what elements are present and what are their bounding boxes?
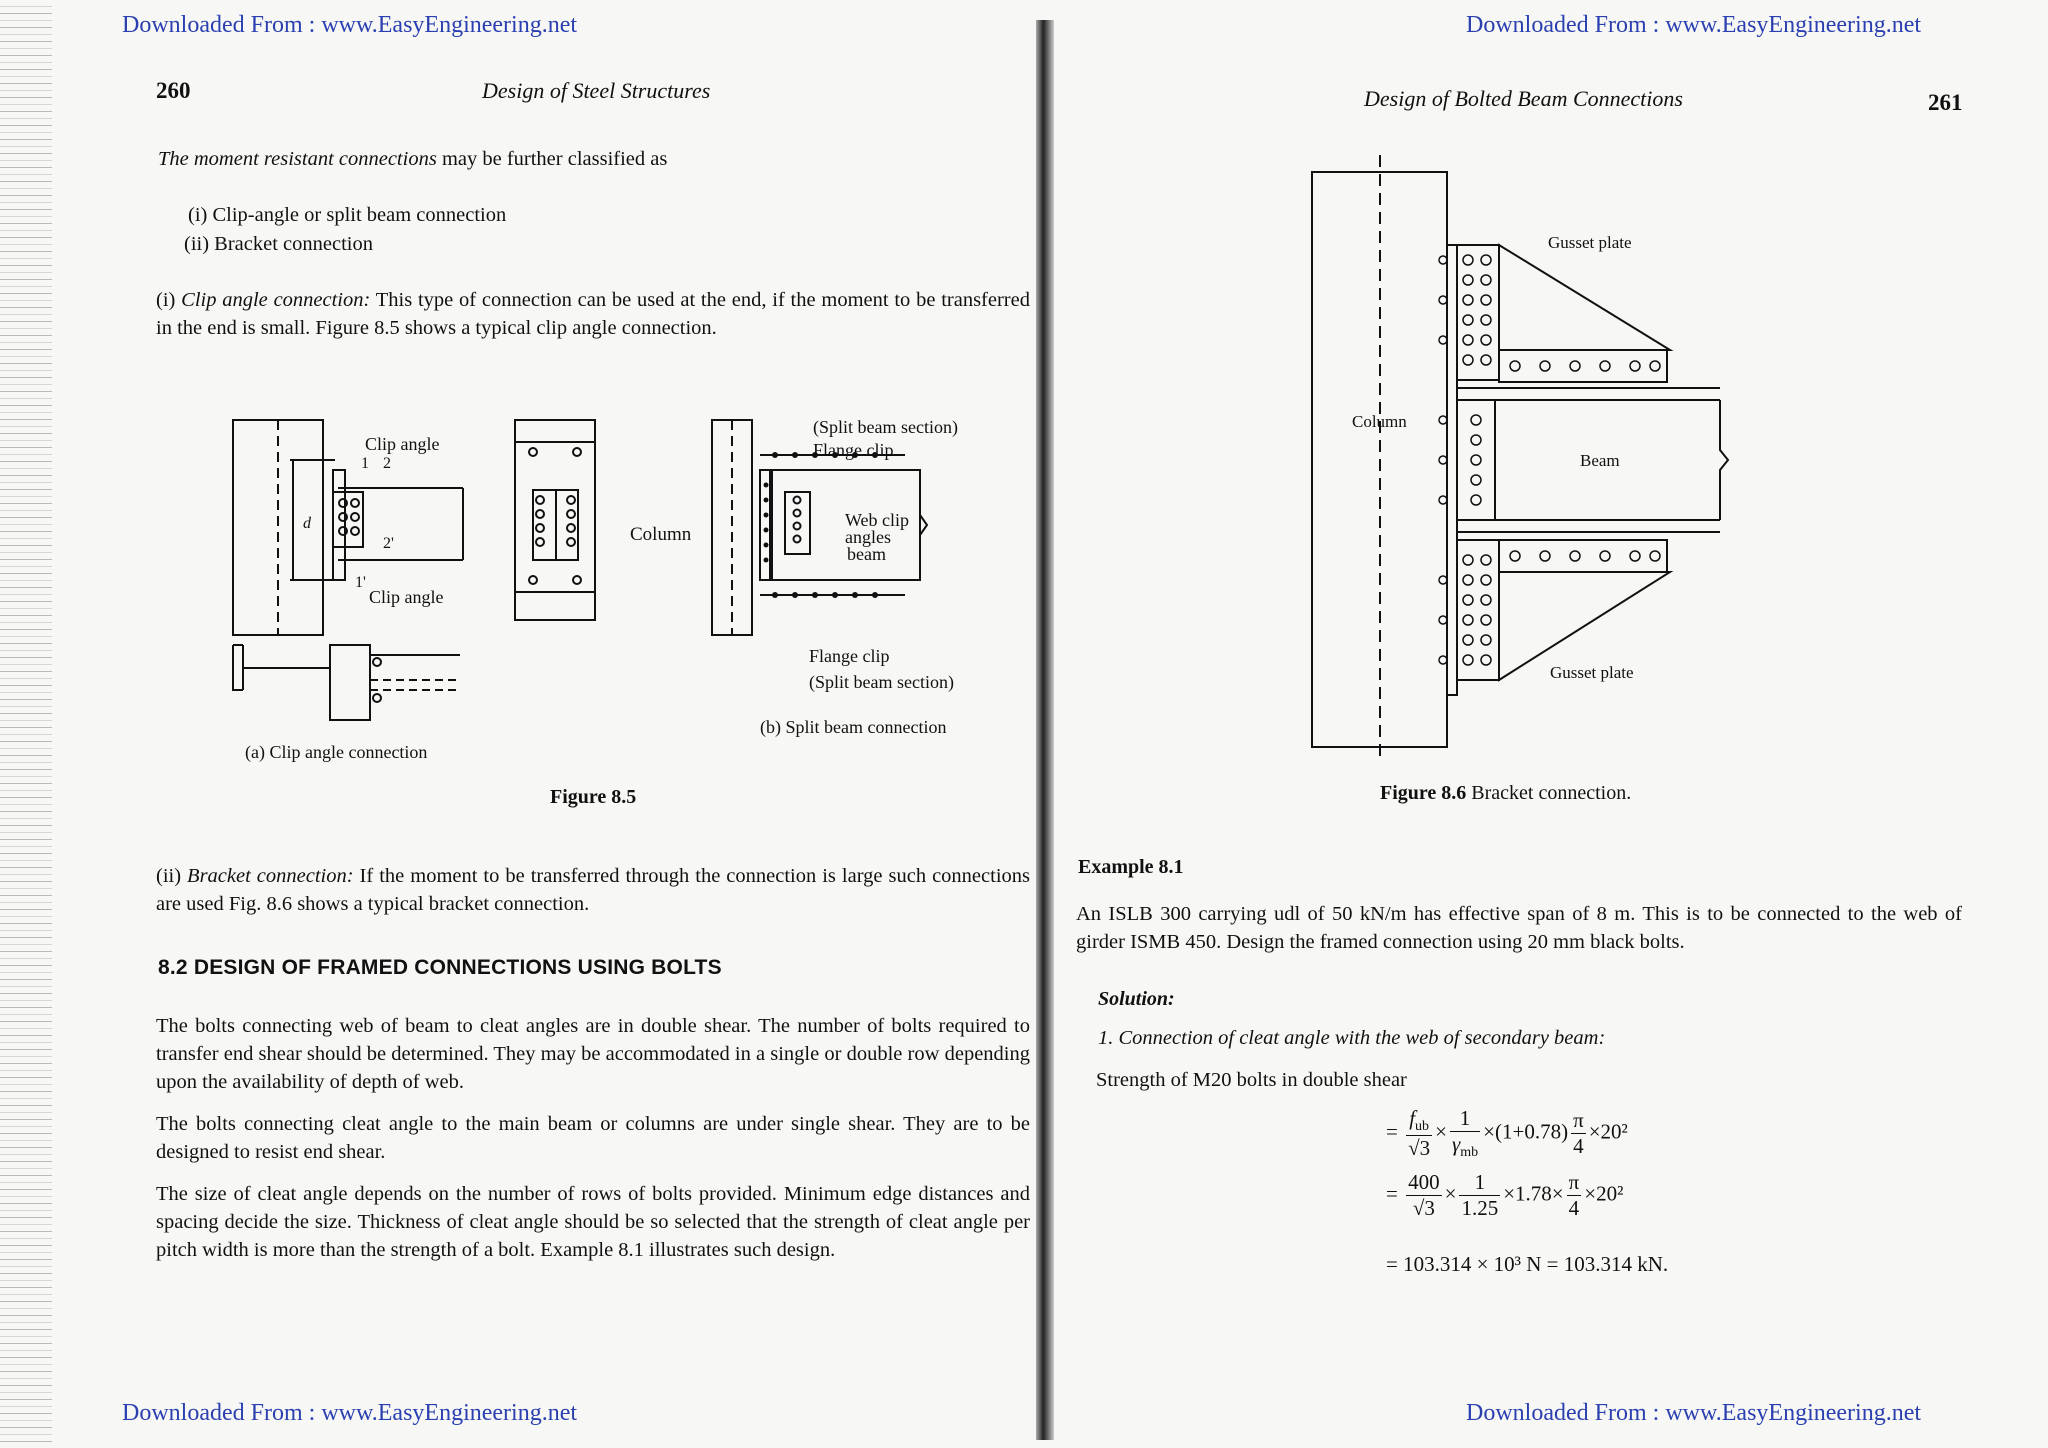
eq2-frac-2: $\frac{1}{1.25}$	[1461, 1170, 1499, 1220]
download-banner-top-left: Downloaded From : www.EasyEngineering.net	[122, 12, 578, 38]
list-item-1: (i) Clip-angle or split beam connection	[188, 204, 507, 226]
equation-result: = 103.314 × 10³ N = 103.314 kN.	[1386, 1252, 1669, 1276]
label-split-section-top: (Split beam section)	[813, 417, 958, 437]
figure-8-6-caption-text: Bracket connection.	[1466, 782, 1632, 804]
strength-line: Strength of M20 bolts in double shear	[1096, 1069, 1407, 1091]
figure-8-5-caption: Figure 8.5	[550, 786, 637, 808]
equation-1: = $\frac{f_{ub}}{√3}$ × $\frac{1}{\gamma_{mb}}$ ×(1+0.78) $\frac{\pi}{4}$ ×20²	[1386, 1106, 1628, 1161]
running-head-left: Design of Steel Structures	[482, 78, 711, 103]
mark-d: d	[303, 515, 311, 532]
label-column-86: Column	[1352, 412, 1407, 431]
book-binding	[1036, 20, 1054, 1440]
intro-text	[158, 145, 1038, 173]
step-1: 1. Connection of cleat angle with the web of secondary beam:	[1098, 1027, 1606, 1049]
mark-2-prime: 2'	[383, 535, 394, 552]
caption-b: (b) Split beam connection	[760, 717, 947, 737]
solution-label: Solution:	[1098, 988, 1175, 1010]
bracket-prefix: (ii)	[156, 865, 188, 887]
figure-8-6	[1300, 150, 1760, 770]
label-web-clip-1: Web clip	[845, 510, 910, 530]
mark-2: 2	[383, 455, 391, 472]
clip-italic: Clip angle connection:	[181, 289, 371, 311]
example-text: An ISLB 300 carrying udl of 50 kN/m has effective span of 8 m. This is to be connected to the web of girder ISMB 450. Design the framed connection using 20 mm black bolts.	[1076, 903, 1962, 953]
label-clip-angle-top: Clip angle	[365, 434, 440, 454]
paragraph-1: The bolts connecting web of beam to cleat angles are in double shear. The number of bolts required to transfer end shear should be determined. They may be accommodated in a single or double row depending upon the availability of depth of web.	[156, 1015, 1030, 1093]
eq1-frac-pi: $\frac{\pi}{4}$	[1573, 1108, 1584, 1159]
label-clip-angle-bottom: Clip angle	[369, 587, 444, 607]
paragraph-3: The size of cleat angle depends on the number of rows of bolts provided. Minimum edge distances and spacing decide the size. Thickness of cleat angle should be so selected that the strength of cleat angle per pitch width is more than the strength of a bolt. Example 8.1 illustrates such design.	[156, 1183, 1030, 1261]
intro-rest: may be further classified as	[436, 148, 668, 170]
figure-8-6-caption	[1380, 782, 1631, 805]
example-title: Example 8.1	[1078, 856, 1184, 878]
running-head-right: Design of Bolted Beam Connections	[1364, 86, 1683, 111]
mark-1-prime: 1'	[355, 574, 366, 591]
bracket-italic: Bracket connection:	[187, 865, 354, 887]
figure-8-5	[215, 400, 995, 770]
page-number-left: 260	[156, 78, 191, 103]
intro-italic: The moment resistant connections	[158, 148, 437, 170]
label-web-clip-2: angles	[845, 527, 891, 547]
page-number-right: 261	[1928, 90, 1963, 115]
bracket-paragraph	[156, 862, 1030, 918]
mark-1: 1	[361, 455, 369, 472]
eq2-frac-1: $\frac{400}{√3}$	[1408, 1170, 1440, 1220]
label-gusset-bottom: Gusset plate	[1550, 663, 1634, 682]
download-banner-bottom-left: Downloaded From : www.EasyEngineering.net	[122, 1400, 578, 1426]
label-flange-clip-bottom: Flange clip	[809, 646, 890, 666]
clip-prefix: (i)	[156, 289, 182, 311]
clip-rest: This type of connection can be used at the end, if the moment to be transferred in the end is small. Figure 8.5 shows a typical clip angle connection.	[156, 289, 1030, 339]
label-web-clip-3: beam	[847, 544, 886, 564]
eq2-frac-pi: $\frac{\pi}{4}$	[1568, 1170, 1580, 1220]
equation-2: = $\frac{400}{√3}$ × $\frac{1}{1.25}$ ×1.78× $\frac{\pi}{4}$ ×20²	[1386, 1170, 1624, 1220]
paragraph-2: The bolts connecting cleat angle to the main beam or columns are under single shear. They are to be designed to resist end shear.	[156, 1113, 1030, 1163]
bracket-rest: If the moment to be transferred through the connection is large such connections are used Fig. 8.6 shows a typical bracket connection.	[156, 865, 1030, 915]
label-beam: Beam	[1580, 451, 1620, 470]
list-item-2: (ii) Bracket connection	[184, 233, 373, 255]
clip-angle-paragraph	[156, 286, 1030, 342]
download-banner-bottom-right: Downloaded From : www.EasyEngineering.net	[1466, 1400, 1922, 1426]
figure-8-6-label: Figure 8.6	[1380, 782, 1467, 804]
label-gusset-top: Gusset plate	[1548, 233, 1632, 252]
section-heading: 8.2 DESIGN OF FRAMED CONNECTIONS USING BOLTS	[158, 956, 722, 979]
eq1-frac-1: $\frac{f_{ub}}{√3}$	[1408, 1106, 1431, 1161]
eq1-frac-2: $\frac{1}{\gamma_{mb}}$	[1451, 1106, 1479, 1161]
label-column: Column	[630, 524, 692, 545]
scan-left-edge	[0, 0, 52, 1448]
label-flange-clip-top: Flange clip	[813, 440, 894, 460]
caption-a: (a) Clip angle connection	[245, 742, 428, 762]
download-banner-top-right: Downloaded From : www.EasyEngineering.net	[1466, 12, 1922, 38]
label-split-section-bottom: (Split beam section)	[809, 672, 954, 692]
